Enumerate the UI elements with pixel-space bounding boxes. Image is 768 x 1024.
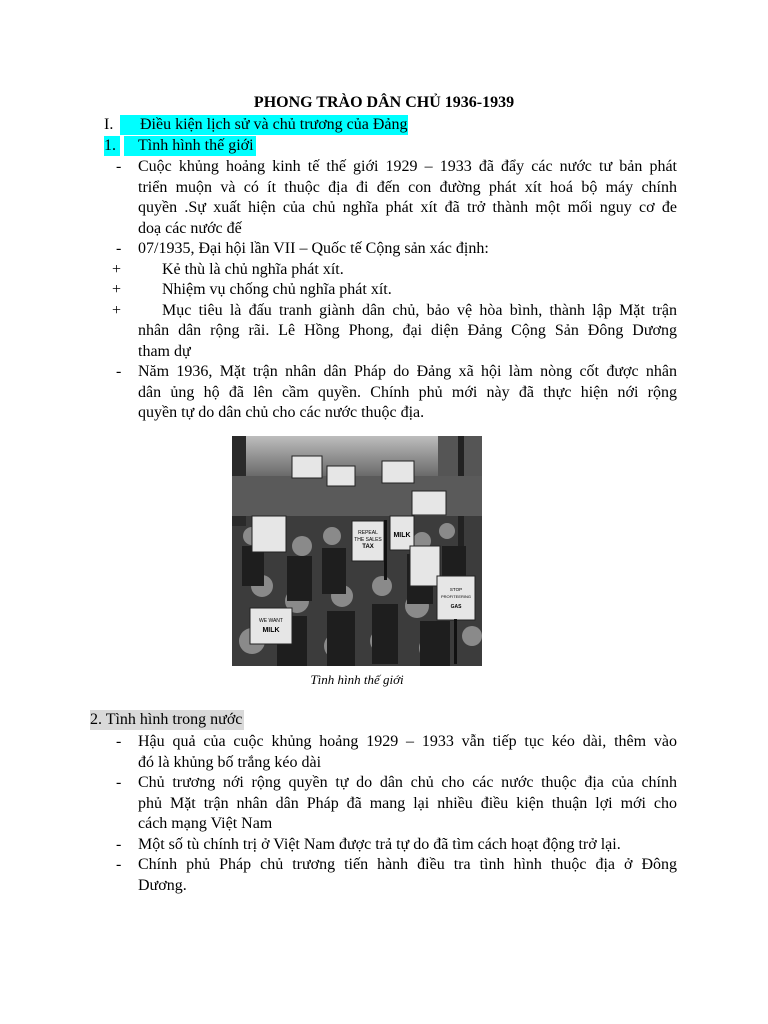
svg-text:GAS: GAS (450, 604, 462, 610)
bullet-text-line: Một số tù chính trị ở Việt Nam được trả tự do đã tìm cách hoạt động trở lại. (138, 835, 621, 853)
bullet-text-line: Mục tiêu là đấu tranh giành dân chủ, bảo vệ hòa bình, thành lập Mặt trận (162, 301, 677, 319)
svg-text:WE WANT: WE WANT (259, 618, 283, 624)
bullet-text-line: quyền tự do dân chủ cho các nước thuộc địa. (138, 404, 425, 421)
dash-marker: - (116, 733, 122, 750)
bullet-text-line: cách mạng Việt Nam (138, 815, 273, 832)
subsection-1-title: Tình hình thế giới (124, 136, 256, 156)
bullet-text-line: triển muộn và có ít thuộc địa đi đến con đường phát xít hoá bộ máy chính (138, 178, 677, 196)
photo-caption: Tình hình thế giới (310, 672, 404, 687)
plus-marker: + (112, 281, 122, 298)
bullet-text-line: Năm 1936, Mặt trận nhân dân Pháp do Đảng xã hội làm nòng cốt được nhân (138, 363, 677, 380)
bullet-text-line: Hậu quả của cuộc khủng hoảng 1929 – 1933 vẫn tiếp tục kéo dài, thêm vào (138, 733, 677, 750)
bullet-text-line: phủ Mặt trận nhân dân Pháp đã mang lại nhiều điều kiện thuận lợi mới cho (138, 794, 677, 812)
bullet-text-line: Cuộc khủng hoảng kinh tế thế giới 1929 – 1933 đã đẩy các nước tư bản phát (138, 158, 677, 175)
bullet-text-line: tham dự (138, 342, 191, 360)
svg-text:REPEAL: REPEAL (358, 530, 378, 536)
bullet-text-line: Nhiệm vụ chống chủ nghĩa phát xít. (162, 281, 392, 298)
dash-marker: - (116, 856, 122, 873)
svg-text:TAX: TAX (362, 544, 374, 550)
dash-marker: - (116, 835, 122, 853)
bullet-text-line: doạ các nước đế (138, 219, 242, 237)
svg-text:PROFITEERING: PROFITEERING (440, 594, 472, 599)
bullet-text-line: quyền .Sự xuất hiện của chủ nghĩa phát xít đã trở thành một mối nguy cơ đe (138, 199, 677, 216)
svg-text:STOP: STOP (449, 587, 463, 592)
svg-text:MILK: MILK (393, 532, 411, 539)
section-1-title: Điều kiện lịch sử và chủ trương của Đảng (120, 115, 408, 135)
protest-crowd-image (232, 436, 482, 666)
section-1-roman: I. (104, 116, 114, 133)
page-title: PHONG TRÀO DÂN CHỦ 1936-1939 (253, 94, 515, 111)
section-2-title: 2. Tình hình trong nước (90, 711, 243, 728)
bullet-text-line: dân ủng hộ đã lên cầm quyền. Chính phủ mới này đã thực hiện nới rộng (138, 383, 677, 401)
bullet-text-line: Kẻ thù là chủ nghĩa phát xít. (162, 260, 344, 278)
dash-marker: - (116, 158, 122, 175)
dash-marker: - (116, 240, 122, 257)
bullet-text-line: nhân dân rộng rãi. Lê Hồng Phong, đại diện Đảng Cộng Sản Đông Dương (138, 322, 677, 339)
bullet-text-line: Chủ trương nới rộng quyền tự do dân chủ cho các nước thuộc địa của chính (138, 774, 677, 791)
bullet-text-line: Chính phủ Pháp chủ trương tiến hành điều tra tình hình thuộc địa ở Đông (138, 856, 677, 873)
dash-marker: - (116, 774, 122, 791)
protest-photo (232, 436, 482, 666)
bullet-text-line: Dương. (138, 876, 187, 894)
subsection-1-number: 1. (104, 136, 120, 156)
svg-text:THE SALES: THE SALES (354, 537, 382, 543)
svg-text:MILK: MILK (262, 627, 280, 634)
plus-marker: + (112, 301, 122, 319)
dash-marker: - (116, 363, 122, 380)
bullet-text-line: 07/1935, Đại hội lần VII – Quốc tế Cộng sản xác định: (138, 240, 489, 257)
plus-marker: + (112, 260, 122, 278)
bullet-text-line: đó là khủng bố trắng kéo dài (138, 753, 322, 771)
